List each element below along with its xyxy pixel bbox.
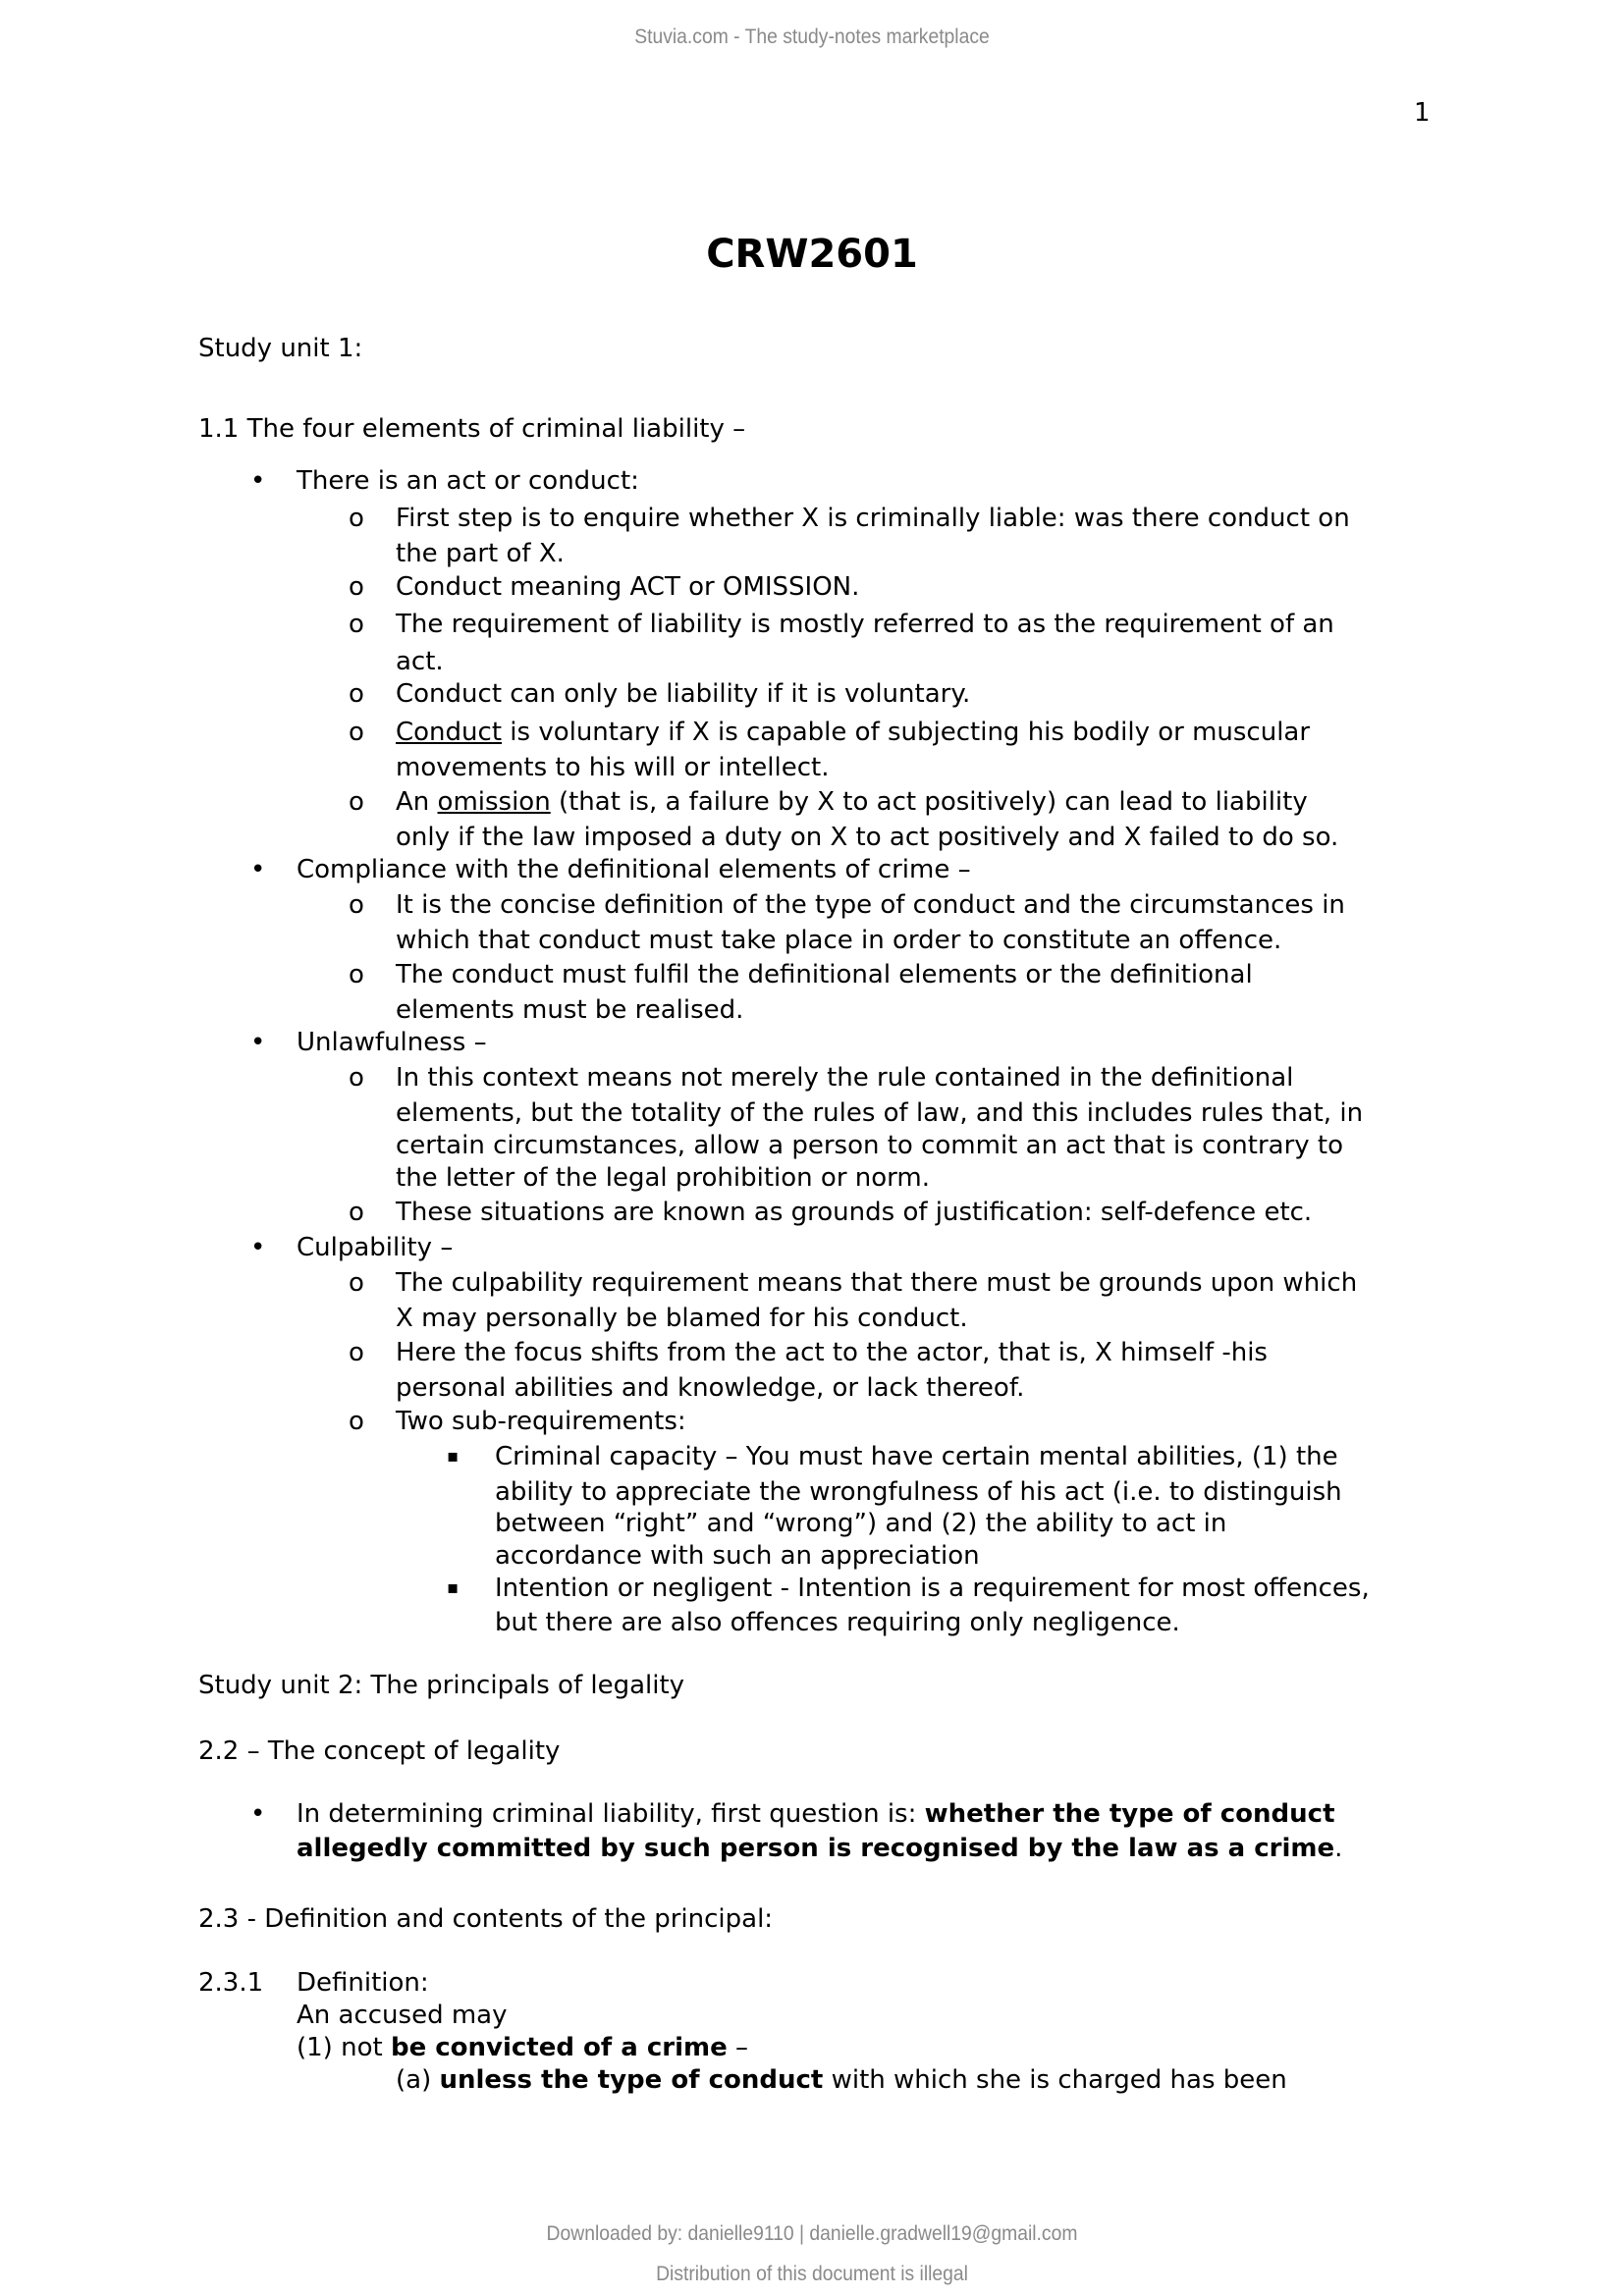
text-run: These situations are known as grounds of justification: self-defence etc. bbox=[396, 1198, 1313, 1227]
text-run: which that conduct must take place in order to constitute an offence. bbox=[396, 926, 1282, 955]
sub-bullet-icon: o bbox=[349, 1268, 364, 1298]
text-run: In this context means not merely the rule contained in the definitional bbox=[396, 1063, 1294, 1093]
bullet-icon: • bbox=[250, 1233, 266, 1262]
text-run: only if the law imposed a duty on X to act positively and X failed to do so. bbox=[396, 823, 1339, 852]
text-run: (that is, a failure by X to act positively) can lead to liability bbox=[550, 787, 1308, 817]
text-line bbox=[495, 1440, 1338, 1473]
text-run: 2.2 – The concept of legality bbox=[198, 1736, 561, 1766]
sub-bullet-icon: o bbox=[349, 718, 364, 747]
text-line bbox=[396, 821, 1338, 854]
text-line bbox=[396, 993, 743, 1027]
text-run: the part of X. bbox=[396, 539, 565, 568]
bold-text: whether the type of conduct bbox=[924, 1799, 1335, 1829]
text-line bbox=[396, 608, 1334, 641]
text-line bbox=[396, 1266, 1357, 1300]
text-run: . bbox=[1334, 1834, 1343, 1863]
text-line bbox=[495, 1539, 980, 1573]
sub-bullet-icon: o bbox=[349, 679, 364, 709]
text-run: – bbox=[727, 2033, 748, 2062]
document-title: CRW2601 bbox=[706, 232, 918, 277]
text-run: movements to his will or intellect. bbox=[396, 753, 830, 782]
text-run: certain circumstances, allow a person to commit an act that is contrary to bbox=[396, 1131, 1344, 1160]
text-line bbox=[297, 1999, 508, 2032]
text-line bbox=[495, 1572, 1370, 1605]
sub-bullet-icon: o bbox=[349, 960, 364, 989]
text-line bbox=[396, 1061, 1293, 1095]
text-run: with which she is charged has been bbox=[823, 2065, 1287, 2095]
text-run: between “right” and “wrong”) and (2) the ability to act in bbox=[495, 1509, 1227, 1538]
text-run: personal abilities and knowledge, or lack thereof. bbox=[396, 1373, 1025, 1403]
text-line bbox=[297, 1231, 453, 1264]
text-line bbox=[396, 2063, 1287, 2097]
text-line bbox=[297, 1797, 1335, 1831]
text-run: 1.1 The four elements of criminal liability – bbox=[198, 414, 746, 444]
square-bullet-icon: ▪ bbox=[447, 1577, 460, 1598]
text-run: The requirement of liability is mostly referred to as the requirement of an bbox=[396, 610, 1334, 639]
text-run: X may personally be blamed for his conduct. bbox=[396, 1304, 968, 1333]
sub-bullet-icon: o bbox=[349, 1063, 364, 1093]
text-line bbox=[396, 785, 1308, 819]
text-line bbox=[396, 645, 444, 678]
bold-text: be convicted of a crime bbox=[390, 2033, 728, 2062]
text-run: Culpability – bbox=[297, 1233, 454, 1262]
text-line bbox=[396, 1129, 1343, 1162]
text-run: The culpability requirement means that there must be grounds upon which bbox=[396, 1268, 1358, 1298]
text-line bbox=[297, 2031, 748, 2064]
text-run: It is the concise definition of the type of conduct and the circumstances in bbox=[396, 890, 1345, 920]
section-number: 2.3.1 bbox=[198, 1968, 264, 1998]
sub-bullet-icon: o bbox=[349, 572, 364, 602]
text-run: Conduct can only be liability if it is voluntary. bbox=[396, 679, 971, 709]
text-line bbox=[396, 1096, 1363, 1130]
text-run: (1) not bbox=[297, 2033, 391, 2062]
text-run: elements must be realised. bbox=[396, 995, 744, 1025]
text-run: ability to appreciate the wrongfulness of his act (i.e. to distinguish bbox=[495, 1477, 1342, 1507]
text-run: Conduct meaning ACT or OMISSION. bbox=[396, 572, 860, 602]
text-run: Definition: bbox=[297, 1968, 429, 1998]
text-line bbox=[495, 1507, 1226, 1540]
text-run: There is an act or conduct: bbox=[297, 466, 639, 496]
text-line bbox=[396, 1196, 1312, 1229]
text-line bbox=[198, 1735, 560, 1768]
sub-bullet-icon: o bbox=[349, 1407, 364, 1436]
text-line bbox=[297, 853, 971, 886]
text-line bbox=[198, 412, 745, 446]
sub-bullet-icon: o bbox=[349, 610, 364, 639]
text-run: Two sub-requirements: bbox=[396, 1407, 686, 1436]
text-line bbox=[396, 677, 970, 711]
text-run: the letter of the legal prohibition or norm. bbox=[396, 1163, 930, 1193]
text-line bbox=[396, 751, 829, 784]
text-line bbox=[396, 1405, 686, 1438]
text-line bbox=[396, 958, 1253, 991]
text-line bbox=[297, 464, 639, 498]
text-run: 2.3 - Definition and contents of the principal: bbox=[198, 1904, 774, 1934]
text-run: Unlawfulness – bbox=[297, 1028, 487, 1057]
text-line bbox=[396, 1371, 1024, 1405]
square-bullet-icon: ▪ bbox=[447, 1446, 460, 1467]
text-line bbox=[396, 570, 859, 604]
underlined-text: Conduct bbox=[396, 718, 503, 747]
text-run: Here the focus shifts from the act to the actor, that is, X himself -his bbox=[396, 1338, 1268, 1367]
text-run: but there are also offences requiring only negligence. bbox=[495, 1608, 1180, 1637]
text-run: elements, but the totality of the rules of law, and this includes rules that, in bbox=[396, 1098, 1364, 1128]
sub-bullet-icon: o bbox=[349, 504, 364, 533]
text-run: Criminal capacity – You must have certain mental abilities, (1) the bbox=[495, 1442, 1338, 1471]
sub-bullet-icon: o bbox=[349, 1198, 364, 1227]
bullet-icon: • bbox=[250, 466, 266, 496]
bullet-icon: • bbox=[250, 1028, 266, 1057]
text-run: In determining criminal liability, first question is: bbox=[297, 1799, 925, 1829]
underlined-text: omission bbox=[437, 787, 551, 817]
text-run: Study unit 2: The principals of legality bbox=[198, 1671, 685, 1700]
text-line bbox=[396, 1336, 1268, 1369]
text-line bbox=[396, 1161, 930, 1195]
text-line bbox=[396, 1302, 968, 1335]
bold-text: allegedly committed by such person is recognised by the law as a crime bbox=[297, 1834, 1335, 1863]
footer-downloaded-by: Downloaded by: danielle9110 | danielle.gradwell19@gmail.com bbox=[546, 2222, 1078, 2245]
text-line bbox=[396, 537, 565, 570]
text-line bbox=[396, 888, 1345, 922]
text-line bbox=[396, 502, 1350, 535]
bullet-icon: • bbox=[250, 855, 266, 884]
text-run: (a) bbox=[396, 2065, 440, 2095]
text-run: accordance with such an appreciation bbox=[495, 1541, 980, 1571]
text-line bbox=[297, 1966, 429, 2000]
sub-bullet-icon: o bbox=[349, 787, 364, 817]
text-run: act. bbox=[396, 647, 444, 676]
text-line bbox=[297, 1832, 1342, 1865]
text-run: First step is to enquire whether X is criminally liable: was there conduct on bbox=[396, 504, 1350, 533]
text-run: An bbox=[396, 787, 438, 817]
sub-bullet-icon: o bbox=[349, 890, 364, 920]
bold-text: unless the type of conduct bbox=[439, 2065, 824, 2095]
text-run: Intention or negligent - Intention is a requirement for most offences, bbox=[495, 1574, 1370, 1603]
text-line bbox=[198, 1902, 773, 1936]
bullet-icon: • bbox=[250, 1799, 266, 1829]
sub-bullet-icon: o bbox=[349, 1338, 364, 1367]
text-line bbox=[198, 1669, 684, 1702]
text-line bbox=[396, 924, 1281, 957]
page-number: 1 bbox=[1414, 98, 1431, 128]
text-run: An accused may bbox=[297, 2001, 508, 2030]
footer-distribution-notice: Distribution of this document is illegal bbox=[656, 2263, 968, 2285]
text-run: The conduct must fulfil the definitional elements or the definitional bbox=[396, 960, 1253, 989]
text-line bbox=[297, 1026, 487, 1059]
text-line bbox=[495, 1475, 1342, 1509]
text-line bbox=[198, 332, 362, 365]
text-line bbox=[495, 1606, 1180, 1639]
text-line bbox=[396, 716, 1310, 749]
watermark-header: Stuvia.com - The study-notes marketplace bbox=[634, 26, 990, 48]
text-run: is voluntary if X is capable of subjecting his bodily or muscular bbox=[502, 718, 1311, 747]
text-run: Study unit 1: bbox=[198, 334, 363, 363]
text-run: Compliance with the definitional elements of crime – bbox=[297, 855, 971, 884]
